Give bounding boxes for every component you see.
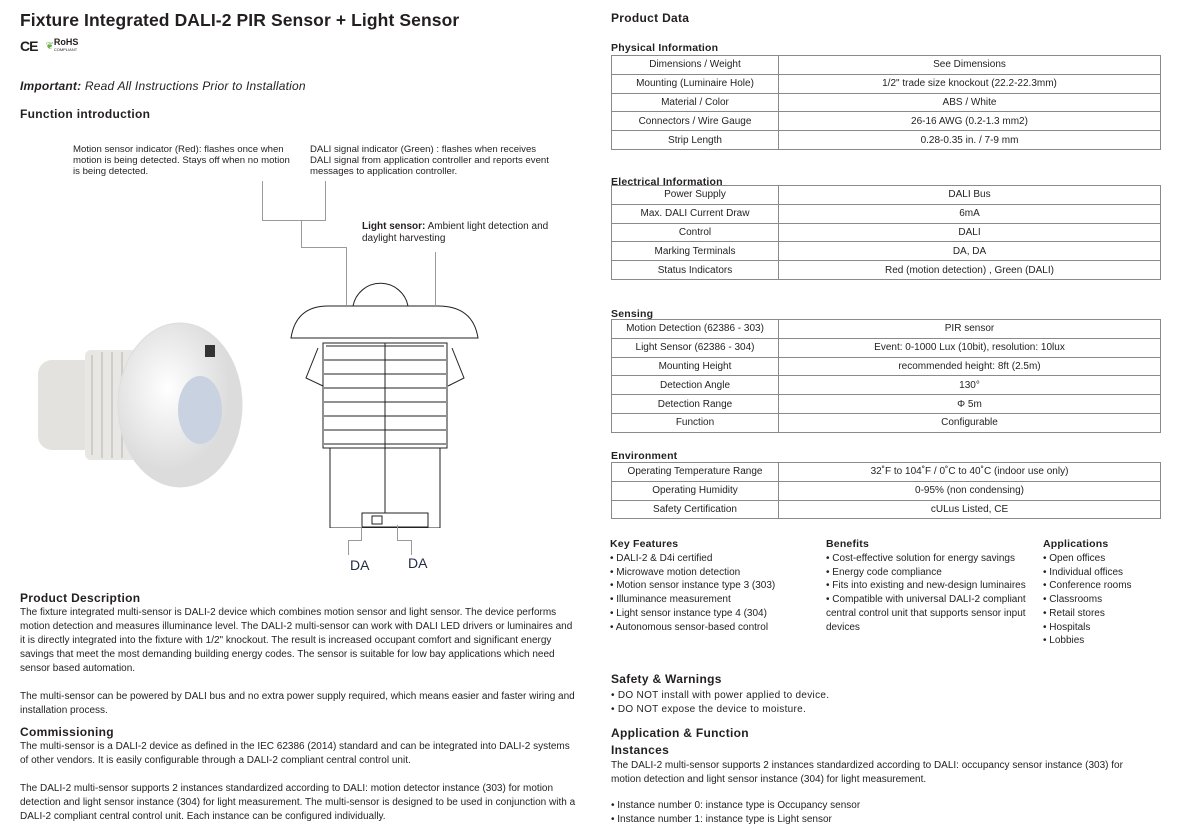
spec-label: Safety Certification (612, 500, 779, 519)
spec-label: Light Sensor (62386 - 304) (612, 338, 779, 357)
spec-label: Function (612, 413, 779, 432)
table-row (612, 463, 1161, 482)
table-row (612, 357, 1161, 376)
list-item: • Motion sensor instance type 3 (303) (610, 580, 776, 592)
spec-value: 26-16 AWG (0.2-1.3 mm2) (779, 112, 1161, 131)
spec-label: Material / Color (612, 93, 779, 112)
table-row (612, 93, 1161, 112)
instances-text: The DALI-2 multi-sensor supports 2 instances standardized according to DALI: occupancy sensor instance (303) for motion detection and light sensor instance (304) for light measurement. (611, 760, 1123, 785)
spec-label: Control (612, 223, 779, 242)
product-description-heading: Product Description (20, 591, 141, 605)
list-item: • Instance number 0: instance type is Occupancy sensor (611, 800, 861, 811)
spec-value: Red (motion detection) , Green (DALI) (779, 261, 1161, 280)
spec-value: Configurable (779, 413, 1161, 432)
spec-value: See Dimensions (779, 56, 1161, 75)
table-row (612, 223, 1161, 242)
terminal-label-da-2: DA (408, 555, 428, 571)
kf-list (610, 552, 820, 634)
commissioning-text: The multi-sensor is a DALI-2 device as defined in the IEC 62386 (2014) standard and can be integrated into DALI-2 systems of other vendors. It is easily configurable through a DALI-2 compliant central control unit. The DALI-2 multi-sensor supports 2 instances standardized according to DALI: motion detector instance (303) for motion detection and light sensor instance (304) for light measurement. The multi-sensor is designed to be used in conjunction with a DALI-2 compliant central control unit. Each instance can be configured individually. (20, 741, 576, 822)
leader-line (262, 181, 263, 221)
ap-list (1043, 552, 1173, 648)
sensor-dimension-drawing (288, 278, 488, 528)
product-data-heading: Product Data (611, 11, 690, 25)
spec-table (611, 185, 1161, 280)
leaf-icon: ❦ (45, 40, 54, 52)
list-item: • Compatible with universal DALI-2 compliant central control unit that supports sensor input devices (826, 594, 1026, 633)
spec-label: Operating Temperature Range (612, 463, 779, 482)
spec-value: cULus Listed, CE (779, 500, 1161, 519)
table-row (612, 112, 1161, 131)
list-item: • Light sensor instance type 4 (304) (610, 607, 767, 619)
list-item: • Illuminance measurement (610, 594, 731, 606)
spec-value: 0-95% (non condensing) (779, 481, 1161, 500)
spec-label: Operating Humidity (612, 481, 779, 500)
list-item: • Autonomous sensor-based control (610, 621, 769, 633)
spec-table (611, 319, 1161, 433)
leader-line (325, 181, 326, 221)
spec-label: Mounting Height (612, 357, 779, 376)
table-heading: Electrical Information (611, 176, 723, 188)
table-row (612, 242, 1161, 261)
spec-value: Event: 0-1000 Lux (10bit), resolution: 10lux (779, 338, 1161, 357)
inst-list (611, 799, 1011, 826)
leader-line (262, 220, 326, 221)
table-row (612, 481, 1161, 500)
table-row (612, 186, 1161, 205)
table-heading: Sensing (611, 308, 654, 320)
certification-marks (20, 38, 78, 54)
table-row (612, 338, 1161, 357)
page-title: Fixture Integrated DALI-2 PIR Sensor + Light Sensor (20, 10, 460, 30)
spec-label: Dimensions / Weight (612, 56, 779, 75)
spec-table (611, 462, 1161, 519)
spec-value: Φ 5m (779, 395, 1161, 414)
dali-indicator-callout: DALI signal indicator (Green) : flashes when receives DALI signal from application controller and reports event messages to application controller. (310, 144, 549, 177)
leader-line (348, 540, 362, 541)
table-row (612, 376, 1161, 395)
table-row (612, 395, 1161, 414)
table-row (612, 74, 1161, 93)
leader-line (301, 220, 302, 248)
list-item: • DALI-2 & D4i certified (610, 553, 713, 564)
leader-line (361, 525, 362, 540)
spec-label: Detection Range (612, 395, 779, 414)
list-item: • Cost-effective solution for energy savings (826, 553, 1015, 564)
spec-label: Detection Angle (612, 376, 779, 395)
leader-line (301, 247, 346, 248)
spec-value: 130° (779, 376, 1161, 395)
function-intro-heading: Function introduction (20, 107, 151, 121)
spec-value: 0.28-0.35 in. / 7-9 mm (779, 131, 1161, 150)
spec-label: Power Supply (612, 186, 779, 205)
light-sensor-callout: Light sensor: Ambient light detection and daylight harvesting (362, 221, 549, 244)
spec-value: recommended height: 8ft (2.5m) (779, 357, 1161, 376)
spec-value: PIR sensor (779, 320, 1161, 339)
table-row (612, 320, 1161, 339)
list-item: • Hospitals (1043, 621, 1091, 633)
table-heading: Physical Information (611, 42, 719, 54)
table-row (612, 204, 1161, 223)
list-item: • Retail stores (1043, 607, 1105, 619)
table-row (612, 56, 1161, 75)
bn-list (826, 552, 1031, 634)
list-item: • Individual offices (1043, 566, 1124, 578)
spec-label: Mounting (Luminaire Hole) (612, 74, 779, 93)
rohs-logo: ❦ RoHS COMPLIANT (45, 37, 79, 52)
spec-value: 1/2" trade size knockout (22.2-22.3mm) (779, 74, 1161, 93)
product-description-text: The fixture integrated multi-sensor is DALI-2 device which combines motion sensor and light sensor. The device performs motion detection and measures illuminance level. The DALI-2 multi-sensor can work with DALI LED drivers or luminaires and it is directly integrated into the fixture with 1/2" knockout. The result is increased occupant comfort and significant energy savings that meet the most demanding building energy codes. The sensor is suitable for low bay applications which need sensor based automation. The multi-sensor can be powered by DALI bus and no extra power supply required, which means easier and faster wiring and installation process. (20, 607, 575, 716)
leader-line (411, 540, 412, 555)
table-row (612, 413, 1161, 432)
table-row (612, 131, 1161, 150)
commissioning-heading: Commissioning (20, 725, 114, 739)
leader-line (397, 525, 398, 540)
spec-value: DALI Bus (779, 186, 1161, 205)
table-heading: Environment (611, 450, 678, 462)
list-item: • Lobbies (1043, 635, 1085, 647)
spec-label: Strip Length (612, 131, 779, 150)
spec-label: Marking Terminals (612, 242, 779, 261)
spec-value: DA, DA (779, 242, 1161, 261)
table-row (612, 261, 1161, 280)
benefits: Benefits • Cost-effective solution for energy savings • Energy code compliance • Fits into existing and new-design luminaires • Compatible with universal DALI-2 compliant central control unit that supports sensor input devices (826, 538, 1031, 634)
safety-heading: Safety & Warnings (611, 672, 722, 686)
spec-table (611, 55, 1161, 150)
list-item: • DO NOT expose the device to moisture. (611, 703, 807, 715)
terminal-label-da-1: DA (350, 557, 370, 573)
list-item: • DO NOT install with power applied to device. (611, 690, 830, 701)
sw-list (611, 689, 1011, 716)
applications: Applications • Open offices • Individual offices • Conference rooms • Classrooms • Retail stores • Hospitals • Lobbies (1043, 538, 1173, 648)
key-features: Key Features • DALI-2 & D4i certified • Microwave motion detection • Motion sensor instance type 3 (303) • Illuminance measurement • Light sensor instance type 4 (304) • Autonomous sensor-based control (610, 538, 820, 634)
list-item: • Instance number 1: instance type is Light sensor (611, 813, 832, 825)
leader-line (348, 540, 349, 555)
spec-label: Max. DALI Current Draw (612, 204, 779, 223)
list-item: • Energy code compliance (826, 566, 942, 578)
motion-indicator-callout: Motion sensor indicator (Red): flashes once when motion is being detected. Stays off when no motion is being detected. (73, 144, 290, 177)
list-item: • Fits into existing and new-design luminaires (826, 580, 1026, 592)
sensor-product-photo (30, 300, 250, 500)
leader-line (397, 540, 411, 541)
spec-value: ABS / White (779, 93, 1161, 112)
spec-value: DALI (779, 223, 1161, 242)
table-row (612, 500, 1161, 519)
spec-label: Motion Detection (62386 - 303) (612, 320, 779, 339)
important-note: Important: Read All Instructions Prior to Installation (20, 79, 306, 93)
spec-value: 6mA (779, 204, 1161, 223)
list-item: • Open offices (1043, 553, 1106, 564)
ce-mark-logo: CE (20, 38, 38, 54)
instances-heading: Instances (611, 743, 670, 757)
spec-label: Connectors / Wire Gauge (612, 112, 779, 131)
list-item: • Conference rooms (1043, 580, 1132, 592)
list-item: • Classrooms (1043, 594, 1103, 606)
spec-value: 32˚F to 104˚F / 0˚C to 40˚C (indoor use only) (779, 463, 1161, 482)
spec-label: Status Indicators (612, 261, 779, 280)
list-item: • Microwave motion detection (610, 566, 741, 578)
application-function-heading: Application & Function (611, 726, 749, 740)
